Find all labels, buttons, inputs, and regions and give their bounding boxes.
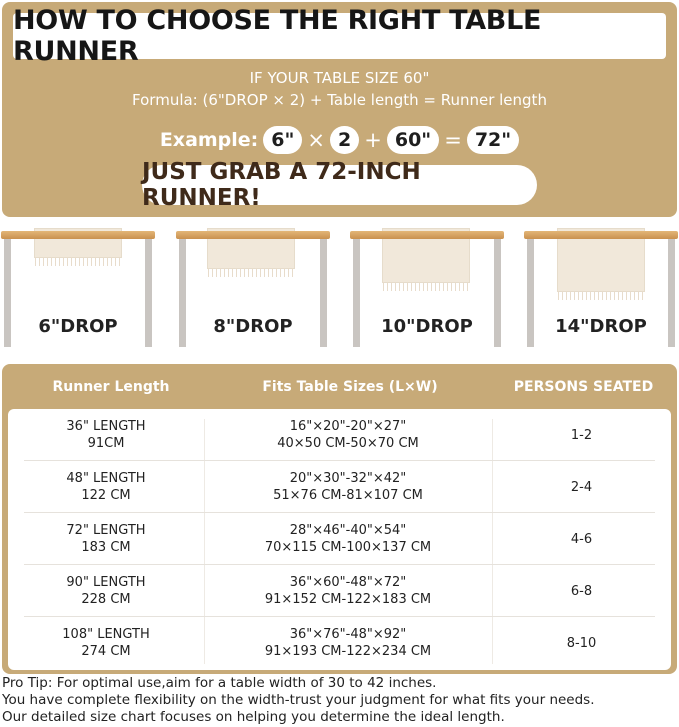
drop-label: 14"DROP [555, 316, 647, 337]
length-cm: 274 CM [81, 644, 131, 659]
persons-cell: 1-2 [570, 427, 593, 443]
length-inches: 108" LENGTH [62, 627, 150, 642]
persons-cell: 4-6 [570, 531, 593, 547]
times-sign: × [307, 128, 326, 152]
formula-text: Formula: (6"DROP × 2) + Table length = Runner length [132, 91, 547, 109]
fits-inches: 20"×30"-32"×42" [289, 471, 407, 486]
table-row [8, 461, 671, 513]
length-cm: 91CM [87, 436, 125, 451]
runner-length-cell [8, 409, 204, 461]
tabletop-icon [176, 231, 330, 239]
example-table-length: 60" [387, 126, 439, 154]
runner-length-cell [8, 565, 204, 617]
fits-table-cell [204, 409, 492, 461]
fits-inches: 28"×46"-40"×54" [289, 523, 407, 538]
fits-cm: 51×76 CM-81×107 CM [273, 488, 423, 503]
formula-banner [2, 2, 677, 217]
size-table-body [8, 409, 671, 670]
length-inches: 72" LENGTH [66, 523, 146, 538]
header-persons-seated: PERSONS SEATED [513, 379, 654, 395]
fits-inches: 36"×60"-48"×72" [289, 575, 407, 590]
length-inches: 36" LENGTH [66, 419, 146, 434]
persons-cell: 6-8 [570, 583, 593, 599]
fits-table-cell [204, 565, 492, 617]
runner-length-cell [8, 461, 204, 513]
drop-illustration-6 [1, 228, 155, 350]
example-multiplier: 2 [330, 126, 359, 154]
tabletop-icon [524, 231, 678, 239]
length-inches: 90" LENGTH [66, 575, 146, 590]
fits-inches: 16"×20"-20"×27" [289, 419, 407, 434]
drop-label: 10"DROP [381, 316, 473, 337]
pro-tip [2, 675, 677, 726]
pro-tip-line: You have complete flexibility on the width-trust your judgment for what fits your needs. [2, 692, 595, 708]
fits-cm: 91×152 CM-122×183 CM [264, 592, 432, 607]
tabletop-icon [350, 231, 504, 239]
example-equation [2, 126, 677, 154]
drop-illustration-8 [176, 228, 330, 350]
fits-inches: 36"×76"-48"×92" [289, 627, 407, 642]
header-fits-table-sizes: Fits Table Sizes (L×W) [262, 379, 438, 395]
example-result: 72" [467, 126, 519, 154]
table-row [8, 409, 671, 461]
page-title: HOW TO CHOOSE THE RIGHT TABLE RUNNER [13, 13, 666, 59]
drop-illustration-10 [350, 228, 504, 350]
persons-cell: 2-4 [570, 479, 593, 495]
persons-cell: 8-10 [566, 635, 597, 651]
drop-label: 8"DROP [213, 316, 293, 337]
runner-length-cell [8, 617, 204, 669]
runner-recommendation: JUST GRAB A 72-INCH RUNNER! [142, 165, 537, 205]
pro-tip-line: Our detailed size chart focuses on helping you determine the ideal length. [2, 709, 505, 725]
fits-table-cell [204, 617, 492, 669]
size-table [2, 364, 677, 674]
example-label: Example: [159, 129, 259, 151]
example-drop-value: 6" [263, 126, 302, 154]
equals-sign: = [444, 128, 462, 152]
table-row [8, 565, 671, 617]
length-cm: 228 CM [81, 592, 131, 607]
runner-length-cell [8, 513, 204, 565]
fits-cm: 91×193 CM-122×234 CM [264, 644, 432, 659]
fits-table-cell [204, 461, 492, 513]
fits-cm: 40×50 CM-50×70 CM [277, 436, 419, 451]
table-row [8, 617, 671, 669]
table-row [8, 513, 671, 565]
header-runner-length: Runner Length [52, 379, 170, 395]
table-size-condition: IF YOUR TABLE SIZE 60" [249, 69, 430, 87]
fits-table-cell [204, 513, 492, 565]
fits-cm: 70×115 CM-100×137 CM [264, 540, 432, 555]
length-inches: 48" LENGTH [66, 471, 146, 486]
drop-label: 6"DROP [38, 316, 118, 337]
plus-sign: + [364, 128, 382, 152]
length-cm: 183 CM [81, 540, 131, 555]
drop-illustration-14 [524, 228, 678, 350]
tabletop-icon [1, 231, 155, 239]
pro-tip-line: Pro Tip: For optimal use,aim for a table width of 30 to 42 inches. [2, 675, 437, 691]
length-cm: 122 CM [81, 488, 131, 503]
